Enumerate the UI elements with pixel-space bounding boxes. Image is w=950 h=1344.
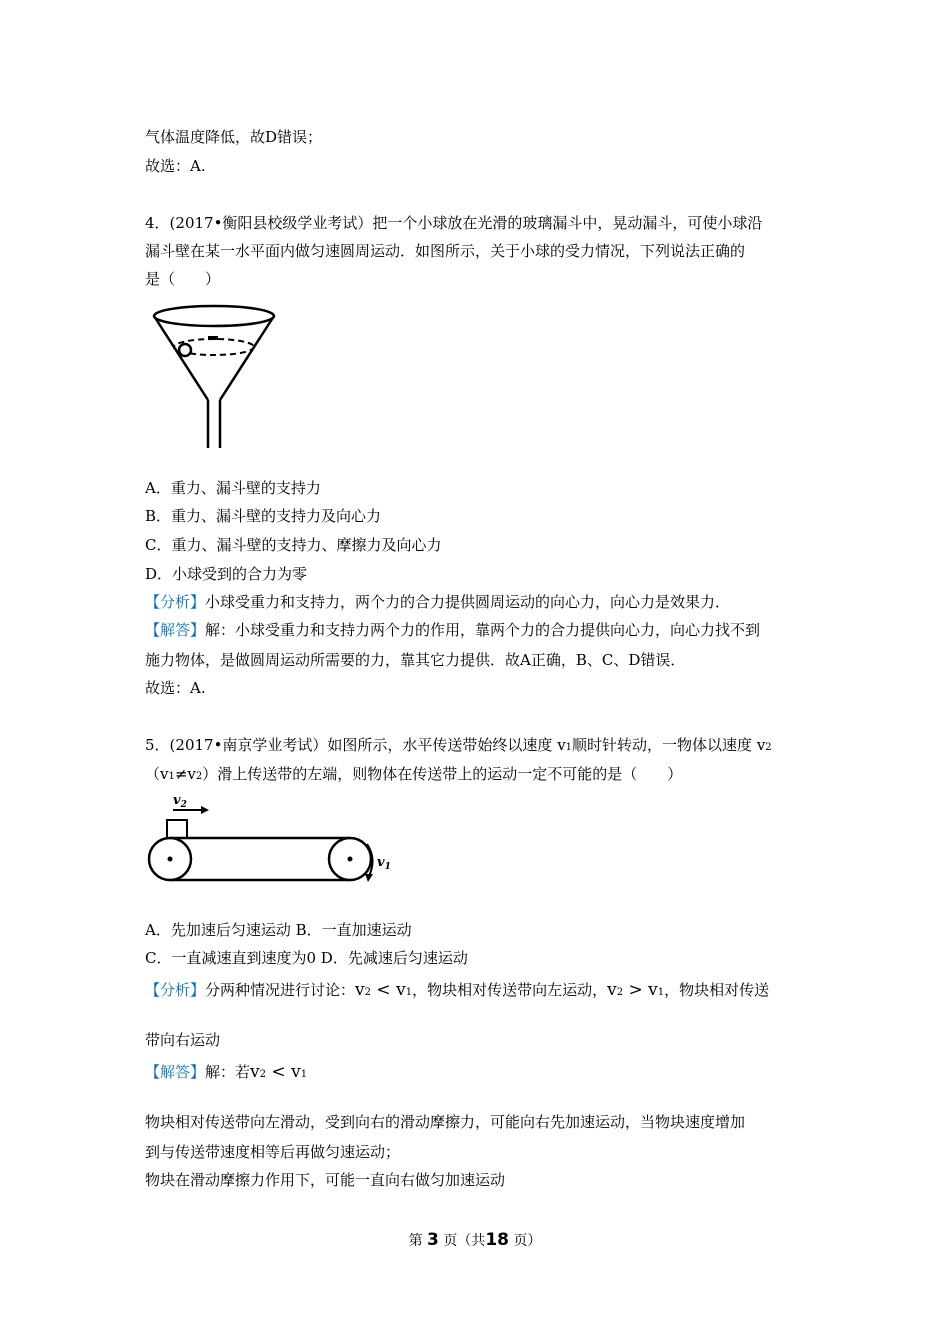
solution-text: 解：若 [205, 1063, 251, 1081]
funnel-rim [154, 306, 274, 326]
solution-line: 物块相对传送带向左滑动，受到向右的滑动摩擦力，可能向右先加速运动，当物块速度增加 [145, 1113, 746, 1131]
solution-line: 施力物体，是做圆周运动所需要的力，靠其它力提供．故A正确，B、C、D错误． [145, 651, 686, 669]
block [167, 820, 187, 838]
question-4-stem: 4．(2017•衡阳县校级学业考试）把一个小球放在光滑的玻璃漏斗中，晃动漏斗，可使小球沿 [145, 214, 763, 232]
option-c: C．重力、漏斗壁的支持力、摩擦力及向心力 [145, 536, 442, 554]
solution-line: 到与传送带速度相等后再做匀速运动； [145, 1143, 401, 1161]
solution-tag: 【解答】 [145, 621, 206, 639]
v2-label: $v_2$ [173, 793, 187, 810]
option-ab: A．先加速后匀速运动 B．一直加速运动 [145, 921, 412, 939]
solution-line [145, 1062, 307, 1085]
question-5-stem [145, 764, 682, 787]
rotation-arrowhead [365, 874, 373, 882]
v1-label: $v_1$ [377, 855, 391, 872]
subscript: 2 [195, 771, 203, 782]
analysis-text: ，物块相对传送带向左运动， [412, 981, 608, 999]
funnel-wall-left [154, 316, 208, 400]
stem-part: ）滑上传送带的左端，则物体在传送带上的运动一定不可能的是（ ） [202, 765, 683, 783]
question-4-stem: 漏斗壁在某一水平面内做匀速圆周运动．如图所示，关于小球的受力情况，下列说法正确的 [145, 242, 746, 260]
stem-part: 5．(2017•南京学业考试）如图所示，水平传送带始终以速度 v [145, 736, 566, 754]
funnel-figure [150, 300, 280, 452]
page-number: 3 [427, 1230, 439, 1250]
math-expression: v2 < v1 [355, 980, 413, 1000]
analysis-tag: 【分析】 [145, 981, 206, 999]
answer-line: 故选：A. [145, 679, 206, 697]
funnel-wall-right [220, 316, 274, 400]
text-line: 气体温度降低，故D错误； [145, 128, 323, 146]
analysis-line: 带向右运动 [145, 1031, 221, 1049]
math-expression: v2 > v1 [607, 980, 665, 1000]
subscript: 1 [168, 771, 175, 782]
analysis-text: 分两种情况进行讨论： [205, 981, 356, 999]
stem-part: 顺时针转动，一物体以速度 v [572, 736, 766, 754]
solution-tag: 【解答】 [145, 1063, 206, 1081]
question-5-stem [145, 735, 772, 758]
left-axle [168, 857, 173, 862]
v2-arrowhead [201, 806, 209, 814]
option-cd: C．一直减速直到速度为0 D．先减速后匀速运动 [145, 949, 468, 967]
option-b: B．重力、漏斗壁的支持力及向心力 [145, 507, 382, 525]
conveyor-figure [145, 790, 405, 890]
page-footer [0, 1230, 950, 1250]
ball-marker [208, 336, 218, 340]
subscript: 1 [565, 742, 573, 753]
analysis-text: ，物块相对传送 [664, 981, 770, 999]
math-expression: v2 < v1 [250, 1062, 308, 1082]
footer-text: 页（共 [443, 1233, 486, 1249]
subscript: 2 [765, 742, 772, 753]
right-axle [348, 857, 353, 862]
solution-text: 解：小球受重力和支持力两个力的作用，靠两个力的合力提供向心力，向心力找不到 [205, 621, 761, 639]
stem-part: （v [145, 765, 169, 783]
analysis-line [145, 592, 730, 612]
analysis-text: 小球受重力和支持力，两个力的合力提供圆周运动的向心力，向心力是效果力． [205, 593, 731, 611]
footer-text: 第 [408, 1233, 423, 1249]
page-total: 18 [485, 1230, 509, 1250]
small-ball [179, 344, 191, 356]
option-a: A．重力、漏斗壁的支持力 [145, 479, 321, 497]
analysis-line [145, 980, 769, 1003]
analysis-tag: 【分析】 [145, 593, 206, 611]
footer-text: 页） [513, 1233, 542, 1249]
question-4-stem: 是（ ） [145, 270, 221, 288]
option-d: D．小球受到的合力为零 [145, 565, 308, 583]
text-line: 故选：A. [145, 157, 206, 175]
stem-part: ≠v [174, 765, 196, 783]
solution-line: 物块在滑动摩擦力作用下，可能一直向右做匀加速运动 [145, 1171, 506, 1189]
solution-line [145, 620, 760, 640]
